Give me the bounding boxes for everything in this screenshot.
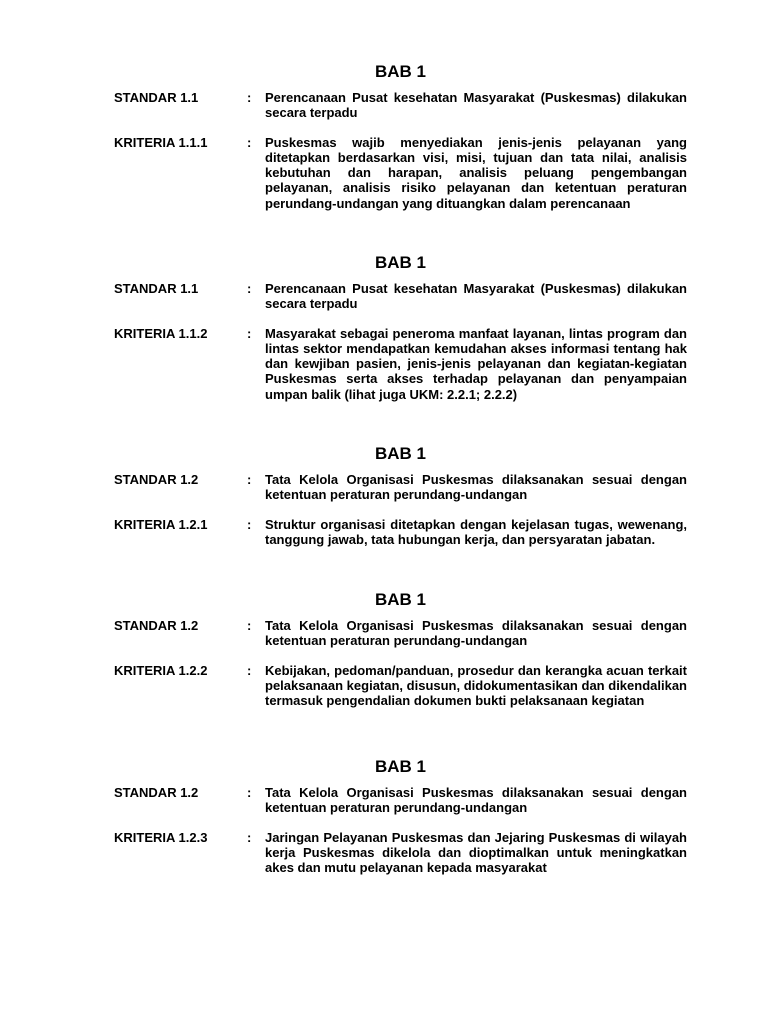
standar-text: Tata Kelola Organisasi Puskesmas dilaksanakan sesuai dengan ketentuan peraturan perundang-undangan bbox=[265, 785, 687, 816]
bab-heading: BAB 1 bbox=[374, 253, 426, 272]
kriteria-row bbox=[114, 135, 687, 211]
kriteria-row bbox=[114, 830, 687, 876]
standar-row bbox=[114, 472, 687, 503]
separator-colon: : bbox=[247, 829, 252, 845]
bab-heading: BAB 1 bbox=[374, 590, 426, 609]
standar-label: STANDAR 1.2 bbox=[114, 618, 199, 633]
bab-heading: BAB 1 bbox=[374, 62, 426, 81]
separator-colon: : bbox=[247, 134, 252, 150]
kriteria-text: Puskesmas wajib menyediakan jenis-jenis pelayanan yang ditetapkan berdasarkan visi, misi, tujuan dan tata nilai, analisis kebutuhan dan harapan, analisis peluang pengembangan pelayanan, analisis risiko pelayanan dan ketentuan peraturan perundang-undangan yang dituangkan dalam perencanaan bbox=[265, 134, 687, 211]
kriteria-row bbox=[114, 663, 687, 709]
separator-colon: : bbox=[247, 90, 252, 105]
kriteria-text: Masyarakat sebagai peneroma manfaat layanan, lintas program dan lintas sektor mendapatkan kemudahan akses informasi tentang hak dan kewjiban pasien, jenis-jenis pelayanan dan kegiatan-kegiatan Puskesmas serta akses terhadap pelayanan dan penyampaian umpan balik (lihat juga UKM: 2.2.1; 2.2.2) bbox=[265, 325, 687, 402]
bab-section-1 bbox=[114, 62, 687, 211]
kriteria-text: Struktur organisasi ditetapkan dengan kejelasan tugas, wewenang, tanggung jawab, tata hubungan kerja, dan persyaratan jabatan. bbox=[265, 516, 687, 547]
standar-text: Perencanaan Pusat kesehatan Masyarakat (Puskesmas) dilakukan secara terpadu bbox=[265, 90, 687, 121]
separator-colon: : bbox=[247, 662, 252, 678]
standar-label: STANDAR 1.2 bbox=[114, 785, 199, 800]
kriteria-label: KRITERIA 1.1.2 bbox=[114, 325, 208, 341]
bab-section-2 bbox=[114, 253, 687, 402]
bab-heading: BAB 1 bbox=[374, 757, 426, 776]
separator-colon: : bbox=[247, 785, 252, 800]
standar-row bbox=[114, 281, 687, 312]
kriteria-text: Kebijakan, pedoman/panduan, prosedur dan kerangka acuan terkait pelaksanaan kegiatan, disusun, didokumentasikan dan dikendalikan termasuk pengendalian dokumen bukti pelaksanaan kegiatan bbox=[265, 662, 687, 709]
separator-colon: : bbox=[247, 325, 252, 341]
bab-section-3 bbox=[114, 444, 687, 547]
standar-label: STANDAR 1.1 bbox=[114, 281, 199, 296]
kriteria-text: Jaringan Pelayanan Puskesmas dan Jejaring Puskesmas di wilayah kerja Puskesmas dikelola dan dioptimalkan untuk meningkatkan akes dan mutu pelayanan kepada masyarakat bbox=[265, 829, 687, 876]
standar-label: STANDAR 1.2 bbox=[114, 472, 199, 487]
kriteria-label: KRITERIA 1.1.1 bbox=[114, 134, 208, 150]
kriteria-label: KRITERIA 1.2.1 bbox=[114, 516, 208, 532]
standar-text: Tata Kelola Organisasi Puskesmas dilaksanakan sesuai dengan ketentuan peraturan perundang-undangan bbox=[265, 472, 687, 503]
standar-text: Perencanaan Pusat kesehatan Masyarakat (Puskesmas) dilakukan secara terpadu bbox=[265, 281, 687, 312]
kriteria-label: KRITERIA 1.2.2 bbox=[114, 662, 208, 678]
separator-colon: : bbox=[247, 516, 252, 532]
standar-row bbox=[114, 785, 687, 816]
separator-colon: : bbox=[247, 472, 252, 487]
separator-colon: : bbox=[247, 281, 252, 296]
separator-colon: : bbox=[247, 618, 252, 633]
standar-text: Tata Kelola Organisasi Puskesmas dilaksanakan sesuai dengan ketentuan peraturan perundang-undangan bbox=[265, 618, 687, 649]
bab-section-5 bbox=[114, 757, 687, 875]
standar-label: STANDAR 1.1 bbox=[114, 90, 199, 105]
kriteria-label: KRITERIA 1.2.3 bbox=[114, 829, 208, 845]
standar-row bbox=[114, 90, 687, 121]
standar-row bbox=[114, 618, 687, 649]
kriteria-row bbox=[114, 326, 687, 402]
bab-section-4 bbox=[114, 590, 687, 708]
kriteria-row bbox=[114, 517, 687, 548]
bab-heading: BAB 1 bbox=[374, 444, 426, 463]
